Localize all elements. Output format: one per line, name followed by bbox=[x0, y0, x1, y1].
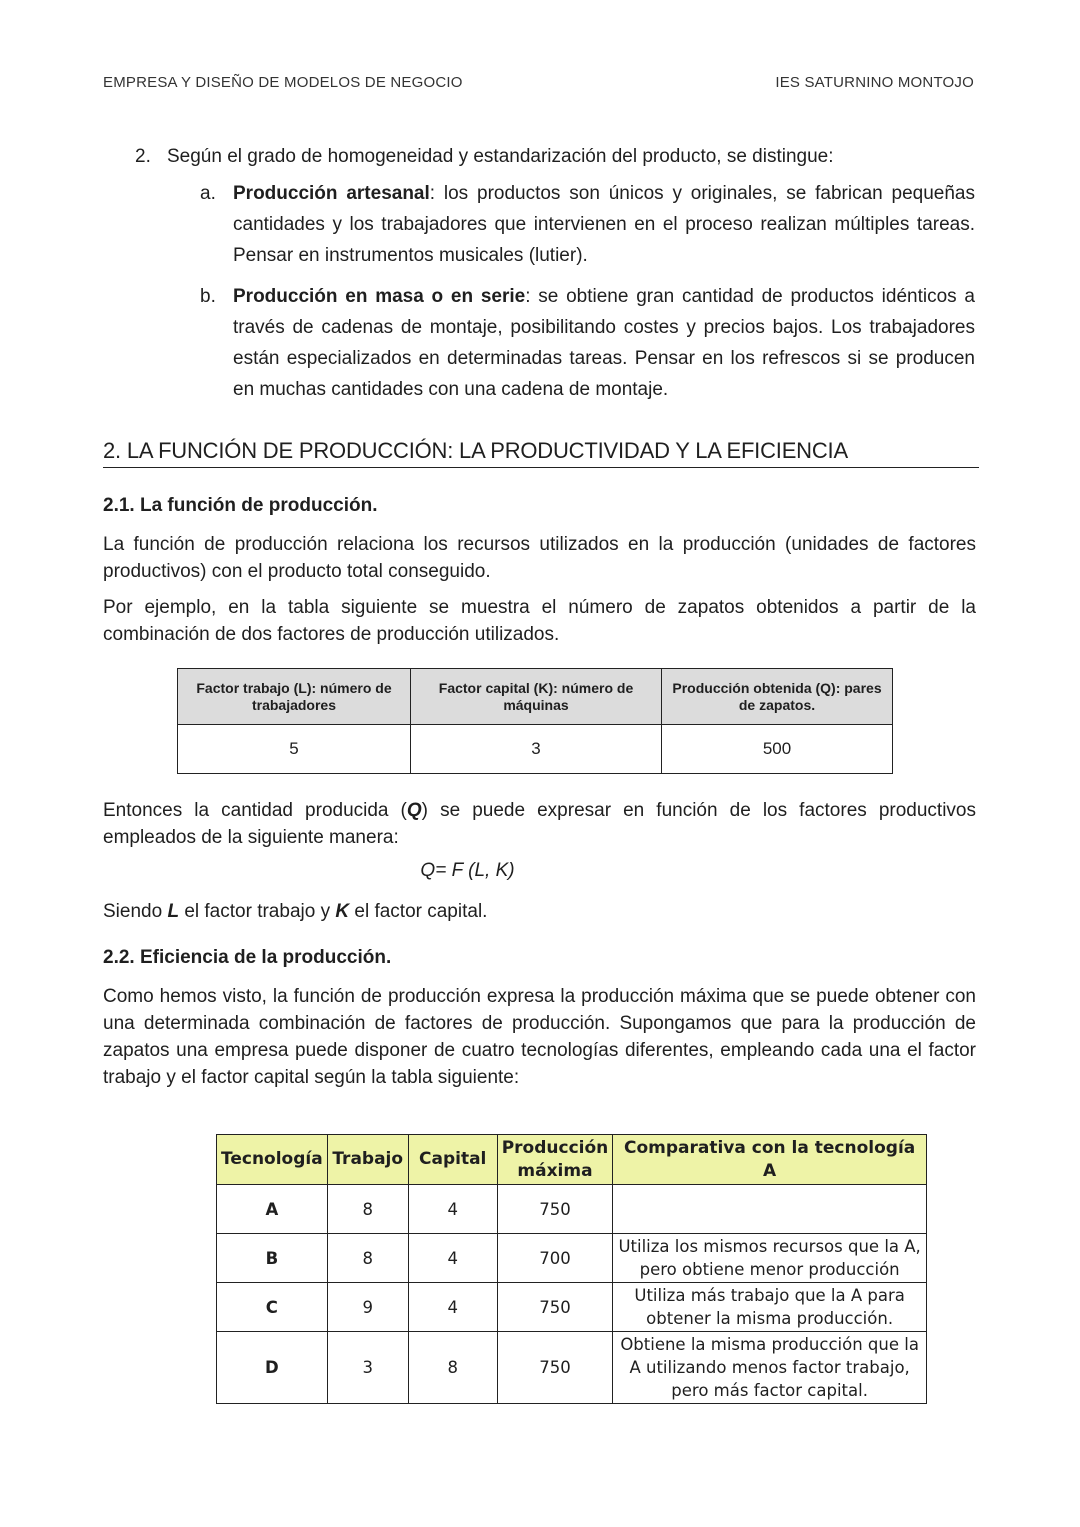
section-title: 2. LA FUNCIÓN DE PRODUCCIÓN: LA PRODUCTIVIDAD Y LA EFICIENCIA bbox=[103, 438, 979, 468]
table-cell: 4 bbox=[408, 1185, 497, 1234]
table-cell: 4 bbox=[408, 1234, 497, 1283]
symbol-l: L bbox=[167, 901, 180, 922]
symbol-q: Q bbox=[406, 800, 422, 821]
text-run: el factor trabajo y bbox=[179, 901, 336, 922]
table-cell: 750 bbox=[497, 1185, 613, 1234]
table-cell: 8 bbox=[408, 1332, 497, 1404]
subsection-title-2-2: 2.2. Eficiencia de la producción. bbox=[103, 947, 392, 968]
text-run: Siendo bbox=[103, 901, 168, 922]
table-cell: 700 bbox=[497, 1234, 613, 1283]
table-header: Factor trabajo (L): número de trabajadores bbox=[178, 669, 411, 725]
table-row bbox=[217, 1185, 927, 1234]
paragraph-variables bbox=[103, 898, 976, 925]
technology-table bbox=[216, 1134, 927, 1404]
table-cell bbox=[613, 1185, 927, 1234]
table-header: Tecnología bbox=[217, 1135, 328, 1185]
table-header: Comparativa con la tecnología A bbox=[613, 1135, 927, 1185]
list-number: 2. bbox=[135, 146, 151, 167]
table-cell: Obtiene la misma producción que la A utilizando menos factor trabajo, pero más factor capital. bbox=[613, 1332, 927, 1404]
table-row bbox=[217, 1234, 927, 1283]
table-header: Producción máxima bbox=[497, 1135, 613, 1185]
sub-item-term: Producción en masa o en serie bbox=[233, 286, 526, 307]
table-cell: D bbox=[217, 1332, 328, 1404]
list-text: Según el grado de homogeneidad y estandarización del producto, se distingue: bbox=[167, 146, 834, 167]
header-right: IES SATURNINO MONTOJO bbox=[775, 74, 974, 91]
paragraph-example: Por ejemplo, en la tabla siguiente se muestra el número de zapatos obtenidos a partir de la combinación de dos factores de producción utilizados. bbox=[103, 597, 976, 645]
page-header bbox=[103, 74, 974, 91]
production-table bbox=[177, 668, 893, 774]
table-header: Trabajo bbox=[327, 1135, 408, 1185]
sub-item-letter: b. bbox=[200, 286, 216, 307]
list-item-2 bbox=[135, 141, 975, 172]
sub-item-text: : los productos son únicos y originales, se fabrican pequeñas cantidades y los trabajadores que intervienen en el proceso realizan múltiples tareas. Pensar en instrumentos musicales (lutier). bbox=[233, 183, 975, 266]
symbol-k: K bbox=[335, 901, 350, 922]
paragraph-definition: La función de producción relaciona los recursos utilizados en la producción (unidades de factores productivos) con el producto total conseguido. bbox=[103, 534, 976, 582]
table-cell: 8 bbox=[327, 1234, 408, 1283]
table-cell: 3 bbox=[327, 1332, 408, 1404]
paragraph-efficiency: Como hemos visto, la función de producción expresa la producción máxima que se puede obtener con una determinada combinación de factores de producción. Supongamos que para la producción de zapatos una empresa puede disponer de cuatro tecnologías diferentes, empleando cada una el factor trabajo y el factor capital según la tabla siguiente: bbox=[103, 986, 976, 1088]
table-cell: 750 bbox=[497, 1332, 613, 1404]
production-formula: Q= F (L, K) bbox=[420, 860, 515, 881]
table-header: Factor capital (K): número de máquinas bbox=[411, 669, 662, 725]
sub-item-text: : se obtiene gran cantidad de productos idénticos a través de cadenas de montaje, posibilitando costes y precios bajos. Los trabajadores están especializados en determinadas tareas. Pensar en los refrescos si se producen en muchas cantidades con una cadena de montaje. bbox=[233, 286, 975, 400]
paragraph-function bbox=[103, 797, 976, 851]
sub-item-b bbox=[200, 281, 975, 405]
table-row bbox=[217, 1332, 927, 1404]
header-left: EMPRESA Y DISEÑO DE MODELOS DE NEGOCIO bbox=[103, 74, 463, 91]
table-cell: 3 bbox=[411, 725, 662, 774]
table-cell: C bbox=[217, 1283, 328, 1332]
table-cell: 9 bbox=[327, 1283, 408, 1332]
table-header: Producción obtenida (Q): pares de zapatos. bbox=[662, 669, 893, 725]
table-cell: 8 bbox=[327, 1185, 408, 1234]
subsection-title-2-1: 2.1. La función de producción. bbox=[103, 495, 378, 516]
sub-item-term: Producción artesanal bbox=[233, 183, 430, 204]
table-cell: B bbox=[217, 1234, 328, 1283]
table-cell: 500 bbox=[662, 725, 893, 774]
text-run: ) se puede expresar en función de los factores productivos empleados de la siguiente manera: bbox=[103, 800, 976, 848]
table-row bbox=[217, 1283, 927, 1332]
table-cell: Utiliza más trabajo que la A para obtener la misma producción. bbox=[613, 1283, 927, 1332]
table-cell: 750 bbox=[497, 1283, 613, 1332]
table-header: Capital bbox=[408, 1135, 497, 1185]
table-row bbox=[178, 725, 893, 774]
table-cell: Utiliza los mismos recursos que la A, pero obtiene menor producción bbox=[613, 1234, 927, 1283]
table-cell: 4 bbox=[408, 1283, 497, 1332]
table-cell: 5 bbox=[178, 725, 411, 774]
sub-item-a bbox=[200, 178, 975, 271]
table-cell: A bbox=[217, 1185, 328, 1234]
text-run: el factor capital. bbox=[349, 901, 488, 922]
text-run: Entonces la cantidad producida ( bbox=[103, 800, 407, 821]
sub-item-letter: a. bbox=[200, 183, 216, 204]
